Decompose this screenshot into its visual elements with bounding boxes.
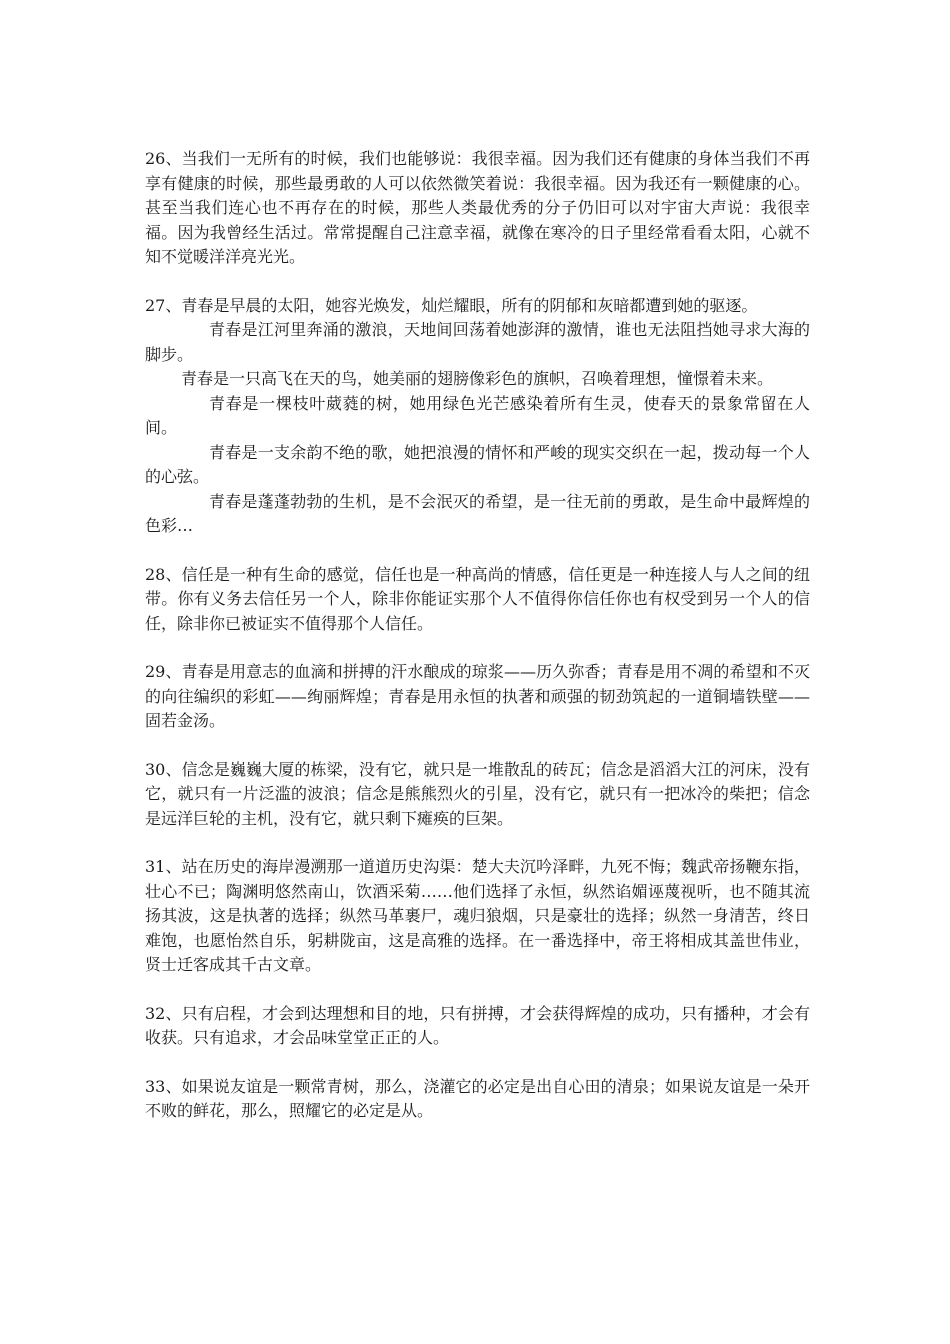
paragraph-spacer [145, 734, 810, 758]
entry-29-paragraph: 29、青春是用意志的血滴和拼搏的汗水酿成的琼浆——历久弥香；青春是用不凋的希望和不灭的向往编织的彩虹——绚丽辉煌；青春是用永恒的执著和顽强的韧劲筑起的一道铜墙铁壁——固若金汤。 [145, 662, 810, 730]
paragraph-spacer [145, 978, 810, 1002]
entry-27-paragraph: 青春是蓬蓬勃勃的生机，是不会泯灭的希望，是一往无前的勇敢，是生命中最辉煌的色彩… [145, 491, 810, 535]
entry-28-paragraph: 28、信任是一种有生命的感觉，信任也是一种高尚的情感，信任更是一种连接人与人之间的纽带。你有义务去信任另一个人，除非你能证实那个人不值得你信任你也有权受到另一个人的信任，除非你已被证实不值得那个人信任。 [145, 564, 810, 633]
entry-32-paragraph: 32、只有启程，才会到达理想和目的地，只有拼搏，才会获得辉煌的成功，只有播种，才会有收获。只有追求，才会品味堂堂正正的人。 [145, 1003, 810, 1047]
entry-31-paragraph: 31、站在历史的海岸漫溯那一道道历史沟渠：楚大夫沉吟泽畔，九死不悔；魏武帝扬鞭东指，壮心不已；陶渊明悠然南山，饮酒采菊……他们选择了永恒，纵然谄媚诬蔑视听，也不随其流扬其波，这是执著的选择；纵然马革裹尸，魂归狼烟，只是豪壮的选择；纵然一身清苦，终日难饱，也愿怡然自乐，躬耕陇亩，这是高雅的选择。在一番选择中，帝王将相成其盖世伟业，贤士迁客成其千古文章。 [145, 857, 810, 974]
paragraph-spacer [145, 270, 810, 294]
entry-27-paragraph: 27、青春是早晨的太阳，她容光焕发，灿烂耀眼，所有的阴郁和灰暗都遭到她的驱逐。 [145, 295, 758, 315]
paragraph-spacer [145, 831, 810, 855]
document-body [145, 147, 810, 1124]
entry-27-paragraph: 青春是一支余韵不绝的歌，她把浪漫的情怀和严峻的现实交织在一起，拨动每一个人的心弦。 [145, 442, 810, 486]
entry-27-paragraph: 青春是一只高飞在天的鸟，她美丽的翅膀像彩色的旗帜，召唤着理想，憧憬着未来。 [181, 369, 774, 388]
entry-27-paragraph: 青春是一棵枝叶葳蕤的树，她用绿色光芒感染着所有生灵，使春天的景象常留在人间。 [145, 393, 810, 437]
paragraph-spacer [145, 1051, 810, 1075]
entry-27-paragraph: 青春是江河里奔涌的激浪，天地间回荡着她澎湃的激情，谁也无法阻挡她寻求大海的脚步。 [145, 320, 810, 364]
paragraph-spacer [145, 636, 810, 660]
paragraph-spacer [145, 539, 810, 563]
entry-26-paragraph: 26、当我们一无所有的时候，我们也能够说：我很幸福。因为我们还有健康的身体当我们不再享有健康的时候，那些最勇敢的人可以依然微笑着说：我很幸福。因为我还有一颗健康的心。甚至当我们连心也不再存在的时候，那些人类最优秀的分子仍旧可以对宇宙大声说：我很幸福。因为我曾经生活过。常常提醒自己注意幸福，就像在寒冷的日子里经常看看太阳，心就不知不觉暖洋洋亮光光。 [145, 149, 810, 266]
entry-30-paragraph: 30、信念是巍巍大厦的栋梁，没有它，就只是一堆散乱的砖瓦；信念是滔滔大江的河床，没有它，就只有一片泛滥的波浪；信念是熊熊烈火的引星，没有它，就只有一把冰冷的柴把；信念是远洋巨轮的主机，没有它，就只剩下瘫痪的巨架。 [145, 759, 810, 828]
entry-33-paragraph: 33、如果说友谊是一颗常青树，那么，浇灌它的必定是出自心田的清泉；如果说友谊是一朵开不败的鲜花，那么，照耀它的必定是从。 [145, 1076, 810, 1120]
